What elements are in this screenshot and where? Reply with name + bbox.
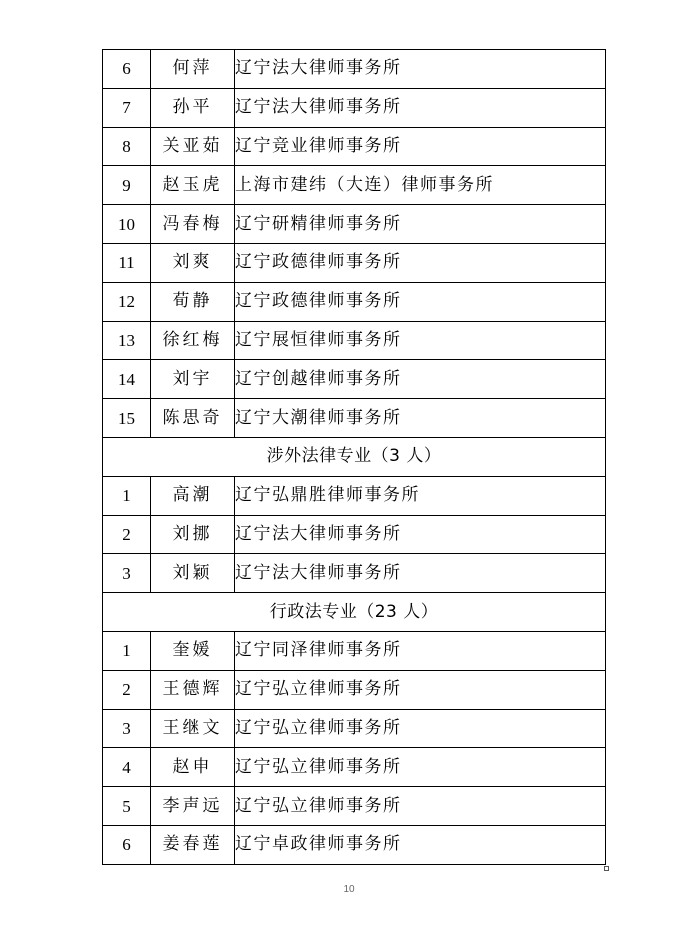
law-firm: 辽宁大潮律师事务所 xyxy=(235,399,606,438)
row-number: 2 xyxy=(103,670,151,709)
law-firm: 辽宁竞业律师事务所 xyxy=(235,127,606,166)
page-number: 10 xyxy=(343,884,355,895)
table-row xyxy=(103,476,606,515)
lawyer-name: 赵玉虎 xyxy=(151,166,235,205)
law-firm: 辽宁展恒律师事务所 xyxy=(235,321,606,360)
table-row xyxy=(103,825,606,864)
table-row xyxy=(103,748,606,787)
table-row xyxy=(103,166,606,205)
lawyer-name: 刘宇 xyxy=(151,360,235,399)
law-firm: 辽宁同泽律师事务所 xyxy=(235,631,606,670)
lawyer-name: 王继文 xyxy=(151,709,235,748)
lawyer-name: 李声远 xyxy=(151,787,235,826)
law-firm: 辽宁弘立律师事务所 xyxy=(235,709,606,748)
row-number: 3 xyxy=(103,554,151,593)
law-firm: 辽宁弘立律师事务所 xyxy=(235,748,606,787)
lawyer-name: 刘爽 xyxy=(151,243,235,282)
row-number: 13 xyxy=(103,321,151,360)
table-row xyxy=(103,127,606,166)
table-row xyxy=(103,554,606,593)
row-number: 8 xyxy=(103,127,151,166)
lawyer-name: 陈思奇 xyxy=(151,399,235,438)
lawyer-name: 荀静 xyxy=(151,282,235,321)
law-firm: 辽宁弘立律师事务所 xyxy=(235,670,606,709)
table-row xyxy=(103,360,606,399)
row-number: 14 xyxy=(103,360,151,399)
law-firm: 上海市建纬（大连）律师事务所 xyxy=(235,166,606,205)
law-firm: 辽宁研精律师事务所 xyxy=(235,205,606,244)
table-row xyxy=(103,709,606,748)
lawyer-roster-table xyxy=(102,49,606,865)
lawyer-name: 刘挪 xyxy=(151,515,235,554)
table-row xyxy=(103,670,606,709)
law-firm: 辽宁弘立律师事务所 xyxy=(235,787,606,826)
table-row xyxy=(103,399,606,438)
row-number: 5 xyxy=(103,787,151,826)
lawyer-name: 孙平 xyxy=(151,88,235,127)
section-title: 涉外法律专业（3 人） xyxy=(103,437,606,476)
table-row xyxy=(103,282,606,321)
law-firm: 辽宁法大律师事务所 xyxy=(235,88,606,127)
table-row xyxy=(103,515,606,554)
table-row xyxy=(103,631,606,670)
table-row xyxy=(103,787,606,826)
lawyer-name: 关亚茹 xyxy=(151,127,235,166)
table-row xyxy=(103,50,606,89)
row-number: 1 xyxy=(103,631,151,670)
row-number: 4 xyxy=(103,748,151,787)
lawyer-name: 高潮 xyxy=(151,476,235,515)
row-number: 6 xyxy=(103,50,151,89)
law-firm: 辽宁政德律师事务所 xyxy=(235,243,606,282)
lawyer-name: 冯春梅 xyxy=(151,205,235,244)
law-firm: 辽宁弘鼎胜律师事务所 xyxy=(235,476,606,515)
row-number: 2 xyxy=(103,515,151,554)
law-firm: 辽宁法大律师事务所 xyxy=(235,554,606,593)
law-firm: 辽宁政德律师事务所 xyxy=(235,282,606,321)
lawyer-name: 奎媛 xyxy=(151,631,235,670)
section-header-row xyxy=(103,437,606,476)
section-header-row xyxy=(103,593,606,632)
lawyer-name: 王德辉 xyxy=(151,670,235,709)
lawyer-name: 徐红梅 xyxy=(151,321,235,360)
row-number: 10 xyxy=(103,205,151,244)
row-number: 3 xyxy=(103,709,151,748)
paragraph-end-mark xyxy=(604,866,609,871)
lawyer-name: 刘颖 xyxy=(151,554,235,593)
law-firm: 辽宁法大律师事务所 xyxy=(235,515,606,554)
table-row xyxy=(103,321,606,360)
table-row xyxy=(103,88,606,127)
row-number: 15 xyxy=(103,399,151,438)
row-number: 9 xyxy=(103,166,151,205)
lawyer-name: 赵申 xyxy=(151,748,235,787)
row-number: 12 xyxy=(103,282,151,321)
lawyer-name: 何萍 xyxy=(151,50,235,89)
table-row xyxy=(103,205,606,244)
law-firm: 辽宁卓政律师事务所 xyxy=(235,825,606,864)
row-number: 11 xyxy=(103,243,151,282)
table-row xyxy=(103,243,606,282)
law-firm: 辽宁法大律师事务所 xyxy=(235,50,606,89)
lawyer-name: 姜春莲 xyxy=(151,825,235,864)
row-number: 1 xyxy=(103,476,151,515)
section-title: 行政法专业（23 人） xyxy=(103,593,606,632)
row-number: 7 xyxy=(103,88,151,127)
law-firm: 辽宁创越律师事务所 xyxy=(235,360,606,399)
row-number: 6 xyxy=(103,825,151,864)
